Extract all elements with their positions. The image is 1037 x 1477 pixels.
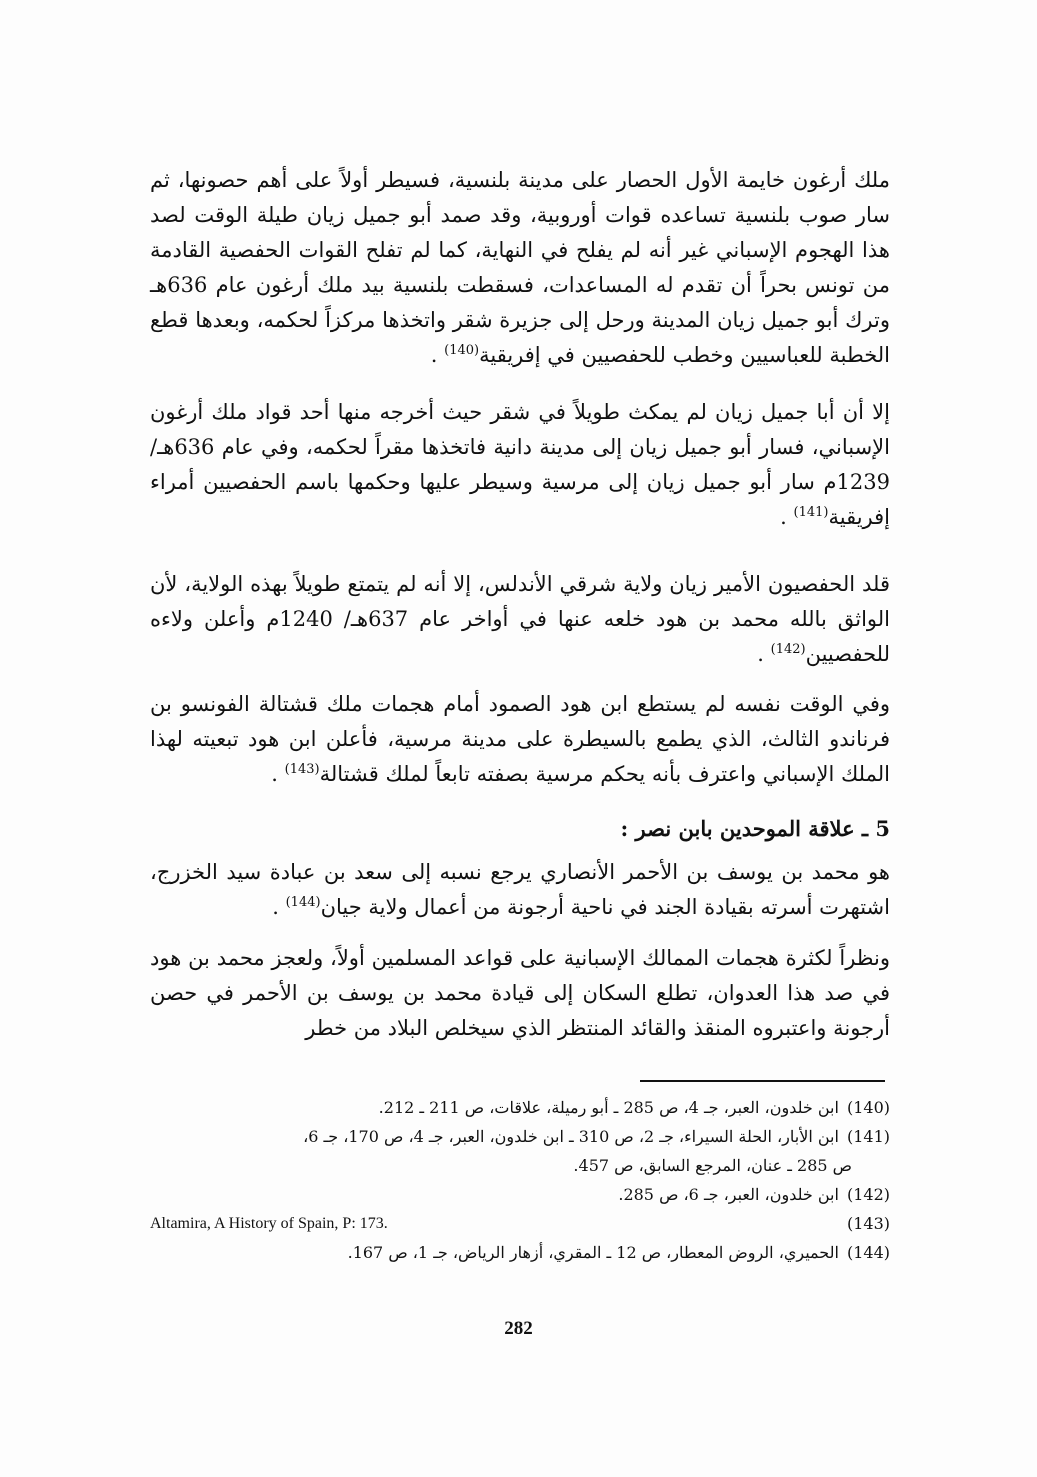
page-number: 282 <box>504 1318 533 1339</box>
footnote-ref-142: (142) <box>770 642 806 657</box>
footnote-text: ابن الأبار، الحلة السيراء، جـ 2، ص 310 ـ ابن خلدون، العبر، جـ 4، ص 170، جـ 6، <box>303 1127 839 1146</box>
paragraph-3-text: قلد الحفصيون الأمير زيان ولاية شرقي الأندلس، إلا أنه لم يتمتع طويلاً بهذه الولاية، لأن الواثق بالله محمد بن هود خلعه عنها في أواخر عام 637هـ/ 1240م وأعلن ولاءه للحفصيين <box>150 572 891 666</box>
footnote-140 <box>150 1093 890 1122</box>
paragraph-2: إلا أن أبا جميل زيان لم يمكث طويلاً في شقر حيث أخرجه منها أحد قواد ملك أرغون الإسباني، فسار أبو جميل زيان إلى مدينة دانية فاتخذها مقراً لحكمه، وفي عام 636هـ/ 1239م سار أبو جميل زيان إلى مرسية وسيطر عليها وحكمها باسم الحفصيين أمراء إفريقية$^{(141)}$ . <box>150 400 890 529</box>
paragraph-1: ملك أرغون خايمة الأول الحصار على مدينة بلنسية، فسيطر أولاً على أهم حصونها، ثم سار صوب بلنسية تساعده قوات أوروبية، وقد صمد أبو جميل زيان طيلة الوقت لصد هذا الهجوم الإسباني غير أنه لم يفلح في النهاية، كما لم تفلح القوات الحفصية القادمة من تونس بحراً أن تقدم له المساعدات، فسقطت بلنسية بيد ملك أرغون عام 636هـ وترك أبو جميل زيان المدينة ورحل إلى جزيرة شقر واتخذها مركزاً لحكمه، وبعدها قطع الخطبة للعباسيين وخطب للحفصيين في إفريقية$^{(140)}$ . <box>150 168 890 367</box>
paragraph-6-text: ونظراً لكثرة هجمات الممالك الإسبانية على قواعد المسلمين أولاً، ولعجز محمد بن هود في صد هذا العدوان، تطلع السكان إلى قيادة محمد بن يوسف بن الأحمر في حصن أرجونة واعتبروه المنقذ والقائد المنتظر الذي سيخلص البلاد من خطر <box>150 946 890 1040</box>
paragraph-5: هو محمد بن يوسف بن الأحمر الأنصاري يرجع نسبه إلى سعد بن عبادة سيد الخزرج، اشتهرت أسرته بقيادة الجند في ناحية أرجونة من أعمال ولاية جيان$^{(144)}$ . <box>150 860 890 919</box>
footnote-separator <box>640 1080 885 1082</box>
footnote-ref-140: (140) <box>444 343 480 358</box>
paragraph-2-text: إلا أن أبا جميل زيان لم يمكث طويلاً في شقر حيث أخرجه منها أحد قواد ملك أرغون الإسباني، فسار أبو جميل زيان إلى مدينة دانية فاتخذها مقراً لحكمه، وفي عام 636هـ/ 1239م سار أبو جميل زيان إلى مرسية وسيطر عليها وحكمها باسم الحفصيين أمراء إفريقية <box>150 400 890 529</box>
footnote-text: الحميري، الروض المعطار، ص 12 ـ المقري، أزهار الرياض، جـ 1، ص 167. <box>347 1243 839 1262</box>
paragraph-4-text: وفي الوقت نفسه لم يستطع ابن هود الصمود أمام هجمات ملك قشتالة الفونسو بن فرناندو الثالث، الذي يطمع بالسيطرة على مدينة مرسية، فأعلن ابن هود تبعيته لهذا الملك الإسباني واعترف بأنه يحكم مرسية بصفته تابعاً لملك قشتالة <box>150 692 890 786</box>
footnote-ref-141: (141) <box>793 505 829 520</box>
paragraph-5-text: هو محمد بن يوسف بن الأحمر الأنصاري يرجع نسبه إلى سعد بن عبادة سيد الخزرج، اشتهرت أسرته بقيادة الجند في ناحية أرجونة من أعمال ولاية جيان <box>150 860 890 919</box>
footnote-142 <box>150 1180 890 1209</box>
footnote-text: Altamira, A History of Spain, P: 173. <box>150 1215 388 1232</box>
footnote-143 <box>150 1209 890 1238</box>
footnote-text: ابن خلدون، العبر، جـ 4، ص 285 ـ أبو رميلة، علاقات، ص 211 ـ 212. <box>378 1098 839 1117</box>
footnote-number: (144) <box>846 1243 890 1262</box>
footnote-number: (142) <box>846 1185 890 1204</box>
paragraph-6 <box>150 941 890 1046</box>
footnote-number: (143) <box>846 1214 890 1233</box>
footnote-number: (141) <box>846 1127 890 1146</box>
footnote-number: (140) <box>846 1098 890 1117</box>
section-heading: 5 ـ علاقة الموحدين بابن نصر : <box>620 816 890 841</box>
footnote-141 <box>150 1122 890 1151</box>
footnote-ref-144: (144) <box>285 895 321 910</box>
footnote-ref-143: (143) <box>284 762 320 777</box>
footnote-text: ابن خلدون، العبر، جـ 6، ص 285. <box>618 1185 839 1204</box>
paragraph-3: قلد الحفصيون الأمير زيان ولاية شرقي الأندلس، إلا أنه لم يتمتع طويلاً بهذه الولاية، لأن الواثق بالله محمد بن هود خلعه عنها في أواخر عام 637هـ/ 1240م وأعلن ولاءه للحفصيين$^{(142)}$ . <box>150 572 891 666</box>
paragraph-1-text: ملك أرغون خايمة الأول الحصار على مدينة بلنسية، فسيطر أولاً على أهم حصونها، ثم سار صوب بلنسية تساعده قوات أوروبية، وقد صمد أبو جميل زيان طيلة الوقت لصد هذا الهجوم الإسباني غير أنه لم يفلح في النهاية، كما لم تفلح القوات الحفصية القادمة من تونس بحراً أن تقدم له المساعدات، فسقطت بلنسية بيد ملك أرغون عام 636هـ وترك أبو جميل زيان المدينة ورحل إلى جزيرة شقر واتخذها مركزاً لحكمه، وبعدها قطع الخطبة للعباسيين وخطب للحفصيين في إفريقية <box>150 168 890 367</box>
footnote-141-continued: ص 285 ـ عنان، المرجع السابق، ص 457. <box>573 1156 852 1175</box>
paragraph-4: وفي الوقت نفسه لم يستطع ابن هود الصمود أمام هجمات ملك قشتالة الفونسو بن فرناندو الثالث، الذي يطمع بالسيطرة على مدينة مرسية، فأعلن ابن هود تبعيته لهذا الملك الإسباني واعترف بأنه يحكم مرسية بصفته تابعاً لملك قشتالة$^{(143)}$ . <box>150 692 890 786</box>
footnotes <box>150 1093 890 1267</box>
footnote-144 <box>150 1238 890 1267</box>
